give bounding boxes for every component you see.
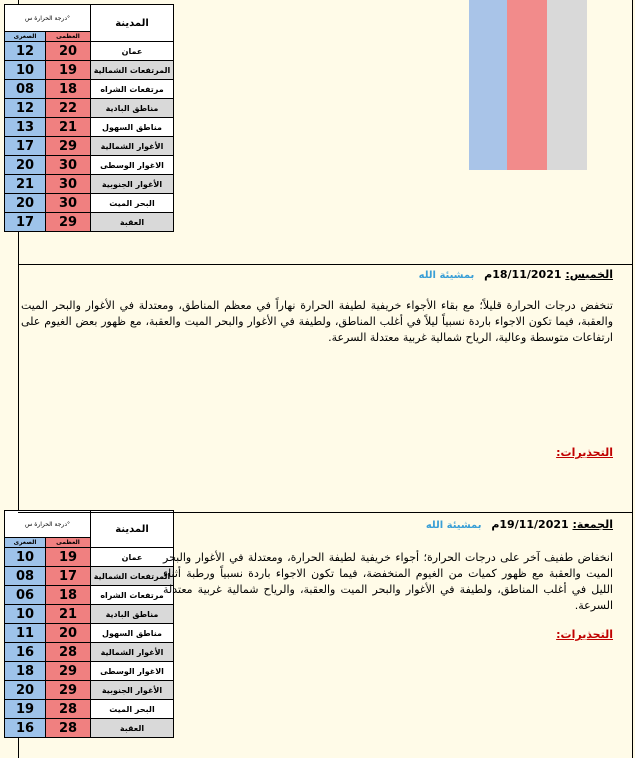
max-value: 30: [46, 194, 91, 213]
min-value: 10: [5, 605, 46, 624]
city-name: مناطق السهول: [91, 118, 174, 137]
day1-heading: [419, 268, 613, 281]
city-name: عمان: [91, 548, 174, 567]
max-value: 28: [46, 700, 91, 719]
city-name: عمان: [91, 42, 174, 61]
city-name: المرتفعات الشمالية: [91, 567, 174, 586]
max-value: 19: [46, 548, 91, 567]
day1-forecast-text: تنخفض درجات الحرارة قليلاً؛ مع بقاء الأجواء خريفية لطيفة الحرارة نهاراً في معظم المناطق، ومعتدلة في الأغوار والبحر الميت والعقبة، فيما تكون الاجواء باردة نسبياً ليلاً في أغلب المناطق، ولطيفة في الأغوار والبحر الميت والعقبة، مع ظهور بعض الغيوم على ارتفاعات متوسطة وعالية، الرياح شمالية غربية معتدلة السرعة.: [21, 299, 613, 344]
min-value: 08: [5, 567, 46, 586]
min-value: 13: [5, 118, 46, 137]
day1-warnings: التحذيرات:: [556, 446, 613, 459]
min-value: 12: [5, 42, 46, 61]
max-header: العظمى: [46, 538, 91, 548]
city-name: مرتفعات الشراه: [91, 586, 174, 605]
max-value: 22: [46, 99, 91, 118]
city-name: البحر الميت: [91, 194, 174, 213]
min-value: 17: [5, 137, 46, 156]
city-name: مرتفعات الشراه: [91, 80, 174, 99]
max-value: 17: [46, 567, 91, 586]
min-header: الصغرى: [5, 32, 46, 42]
city-name: مناطق السهول: [91, 624, 174, 643]
min-value: 08: [5, 80, 46, 99]
max-value: 20: [46, 624, 91, 643]
max-value: 28: [46, 719, 91, 738]
min-value: 20: [5, 194, 46, 213]
min-value: 20: [5, 681, 46, 700]
city-name: مناطق البادية: [91, 605, 174, 624]
city-header: المدينة: [91, 5, 174, 42]
day2-warnings: التحذيرات:: [556, 628, 613, 641]
max-value: 21: [46, 605, 91, 624]
max-value: 18: [46, 586, 91, 605]
day2-date: 19/11/2021م: [491, 518, 569, 531]
max-value: 30: [46, 156, 91, 175]
max-value: 29: [46, 213, 91, 232]
city-name: الأغوار الجنوبية: [91, 175, 174, 194]
max-value: 29: [46, 137, 91, 156]
city-name: المرتفعات الشمالية: [91, 61, 174, 80]
max-value: 18: [46, 80, 91, 99]
city-name: البحر الميت: [91, 700, 174, 719]
day1-label: الخميس:: [565, 268, 613, 281]
section-divider-1: [18, 264, 632, 265]
min-value: 17: [5, 213, 46, 232]
red-bar: [507, 0, 547, 170]
max-header: العظمى: [46, 32, 91, 42]
city-name: الاغوار الوسطى: [91, 156, 174, 175]
grey-bar: [547, 0, 587, 170]
city-name: الأغوار الشمالية: [91, 643, 174, 662]
temp-header: درجة الحرارة س°: [5, 5, 91, 32]
max-value: 30: [46, 175, 91, 194]
min-value: 12: [5, 99, 46, 118]
max-value: 29: [46, 681, 91, 700]
temperature-table-2: [4, 510, 174, 738]
city-name: العقبة: [91, 213, 174, 232]
min-value: 21: [5, 175, 46, 194]
temperature-table-1: [4, 4, 174, 232]
max-value: 20: [46, 42, 91, 61]
city-header: المدينة: [91, 511, 174, 548]
section-divider-2: [18, 512, 632, 513]
day1-god-text: بمشيئة الله: [418, 270, 475, 281]
day2-forecast-text: انخفاض طفيف آخر على درجات الحرارة؛ أجواء خريفية لطيفة الحرارة، ومعتدلة في الأغوار والبحر الميت والعقبة مع ظهور كميات من الغيوم المنخفضة، فيما تكون الاجواء باردة نسبياً ورطبة أثناء الليل في أغلب المناطق، ولطيفة في الأغوار والبحر الميت والعقبة، والرياح شمالية غربية معتدلة السرعة.: [163, 551, 613, 612]
max-value: 19: [46, 61, 91, 80]
city-name: مناطق البادية: [91, 99, 174, 118]
day2-heading: [426, 518, 613, 531]
min-value: 16: [5, 719, 46, 738]
min-value: 18: [5, 662, 46, 681]
min-value: 19: [5, 700, 46, 719]
max-value: 29: [46, 662, 91, 681]
min-value: 06: [5, 586, 46, 605]
min-value: 16: [5, 643, 46, 662]
min-value: 20: [5, 156, 46, 175]
min-value: 11: [5, 624, 46, 643]
day2-god-text: بمشيئة الله: [425, 520, 482, 531]
min-value: 10: [5, 548, 46, 567]
city-name: الأغوار الشمالية: [91, 137, 174, 156]
day1-date: 18/11/2021م: [484, 268, 562, 281]
city-name: الأغوار الجنوبية: [91, 681, 174, 700]
day2-label: الجمعة:: [572, 518, 613, 531]
min-header: الصغرى: [5, 538, 46, 548]
blue-bar: [469, 0, 507, 170]
right-margin-line: [632, 0, 633, 758]
max-value: 21: [46, 118, 91, 137]
city-name: الاغوار الوسطى: [91, 662, 174, 681]
max-value: 28: [46, 643, 91, 662]
city-name: العقبة: [91, 719, 174, 738]
temp-header: درجة الحرارة س°: [5, 511, 91, 538]
min-value: 10: [5, 61, 46, 80]
